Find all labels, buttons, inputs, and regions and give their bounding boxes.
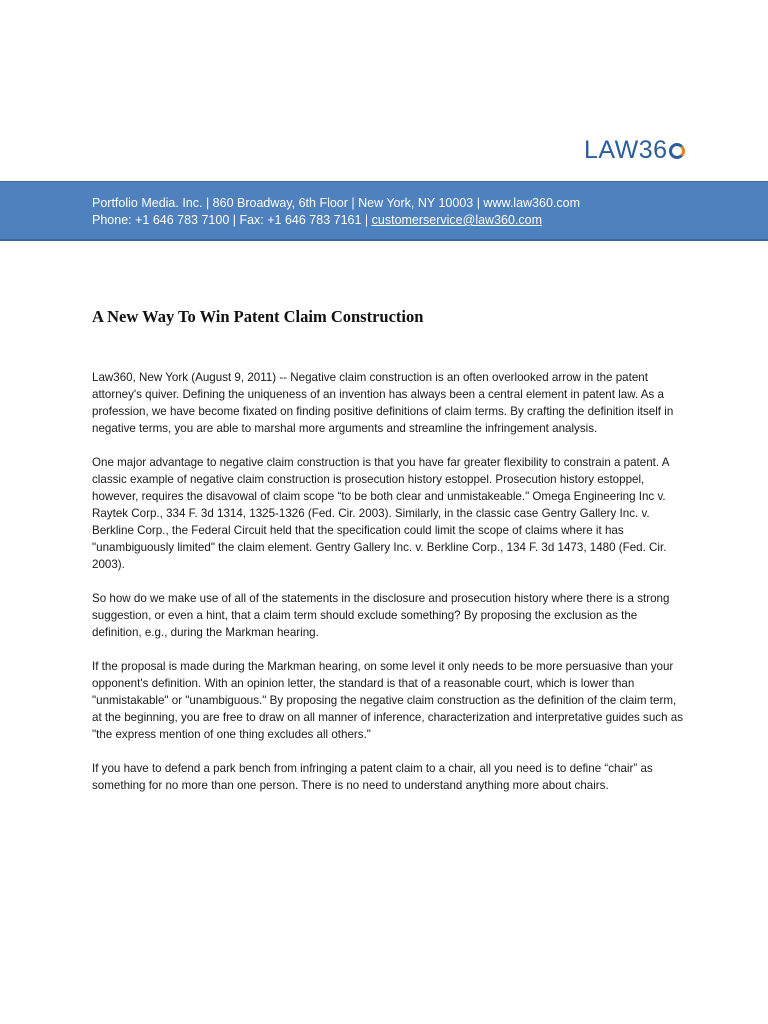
logo-text-law: LAW [584, 136, 639, 164]
article-paragraph-4: If the proposal is made during the Markman hearing, on some level it only needs to be more persuasive than your opponent's definition. With an opinion letter, the standard is that of a reasonable court, which is lower than "unmistakable" or "unambiguous." By proposing the negative claim construction as the definition of the claim term, at the beginning, you are free to draw on all manner of inference, characterization and interpretative guides such as "the express mention of one thing excludes all others." [92, 660, 683, 741]
article-paragraph-2: One major advantage to negative claim construction is that you have far greater flexibility to constrain a patent. A classic example of negative claim construction is prosecution history estoppel. Prosecution history estoppel, however, requires the disavowal of claim scope “to be both clear and unmistakeable." Omega Engineering Inc v. Raytek Corp., 334 F. 3d 1314, 1325-1326 (Fed. Cir. 2003). Similarly, in the classic case Gentry Gallery Inc. v. Berkline Corp., the Federal Circuit held that the specification could limit the scope of claims where it has "unambiguously limited" the claim element. Gentry Gallery Inc. v. Berkline Corp., 134 F. 3d 1473, 1480 (Fed. Cir. 2003). [92, 456, 669, 571]
article-paragraph-1: Law360, New York (August 9, 2011) -- Negative claim construction is an often overlooked arrow in the patent attorney's quiver. Defining the uniqueness of an invention has always been a central element in patent law. As a profession, we have become fixated on finding positive definitions of claim terms. By crafting the definition itself in negative terms, you are able to marshal more arguments and streamline the infringement analysis. [92, 371, 674, 435]
logo-text-number: 36 [638, 136, 668, 164]
logo-zero-ring-icon [669, 143, 685, 159]
article-body [92, 369, 684, 811]
banner-phone-fax: Phone: +1 646 783 7100 | Fax: +1 646 783 7161 | [92, 213, 372, 227]
banner-phone-line [92, 212, 768, 229]
contact-banner [0, 181, 768, 241]
customer-service-email-link[interactable]: customerservice@law360.com [371, 213, 543, 227]
article-title: A New Way To Win Patent Claim Construction [92, 307, 424, 326]
article-paragraph-3: So how do we make use of all of the statements in the disclosure and prosecution history where there is a strong suggestion, or even a hint, that a claim term should exclude something? By proposing the exclusion as the definition, e.g., during the Markman hearing. [92, 592, 670, 639]
banner-address-line: Portfolio Media. Inc. | 860 Broadway, 6th Floor | New York, NY 10003 | www.law360.com [92, 196, 580, 210]
article-paragraph-5: If you have to defend a park bench from infringing a patent claim to a chair, all you need is to define “chair” as something for no more than one person. There is no need to understand anything more about chairs. [92, 762, 653, 792]
law360-logo [584, 136, 685, 165]
